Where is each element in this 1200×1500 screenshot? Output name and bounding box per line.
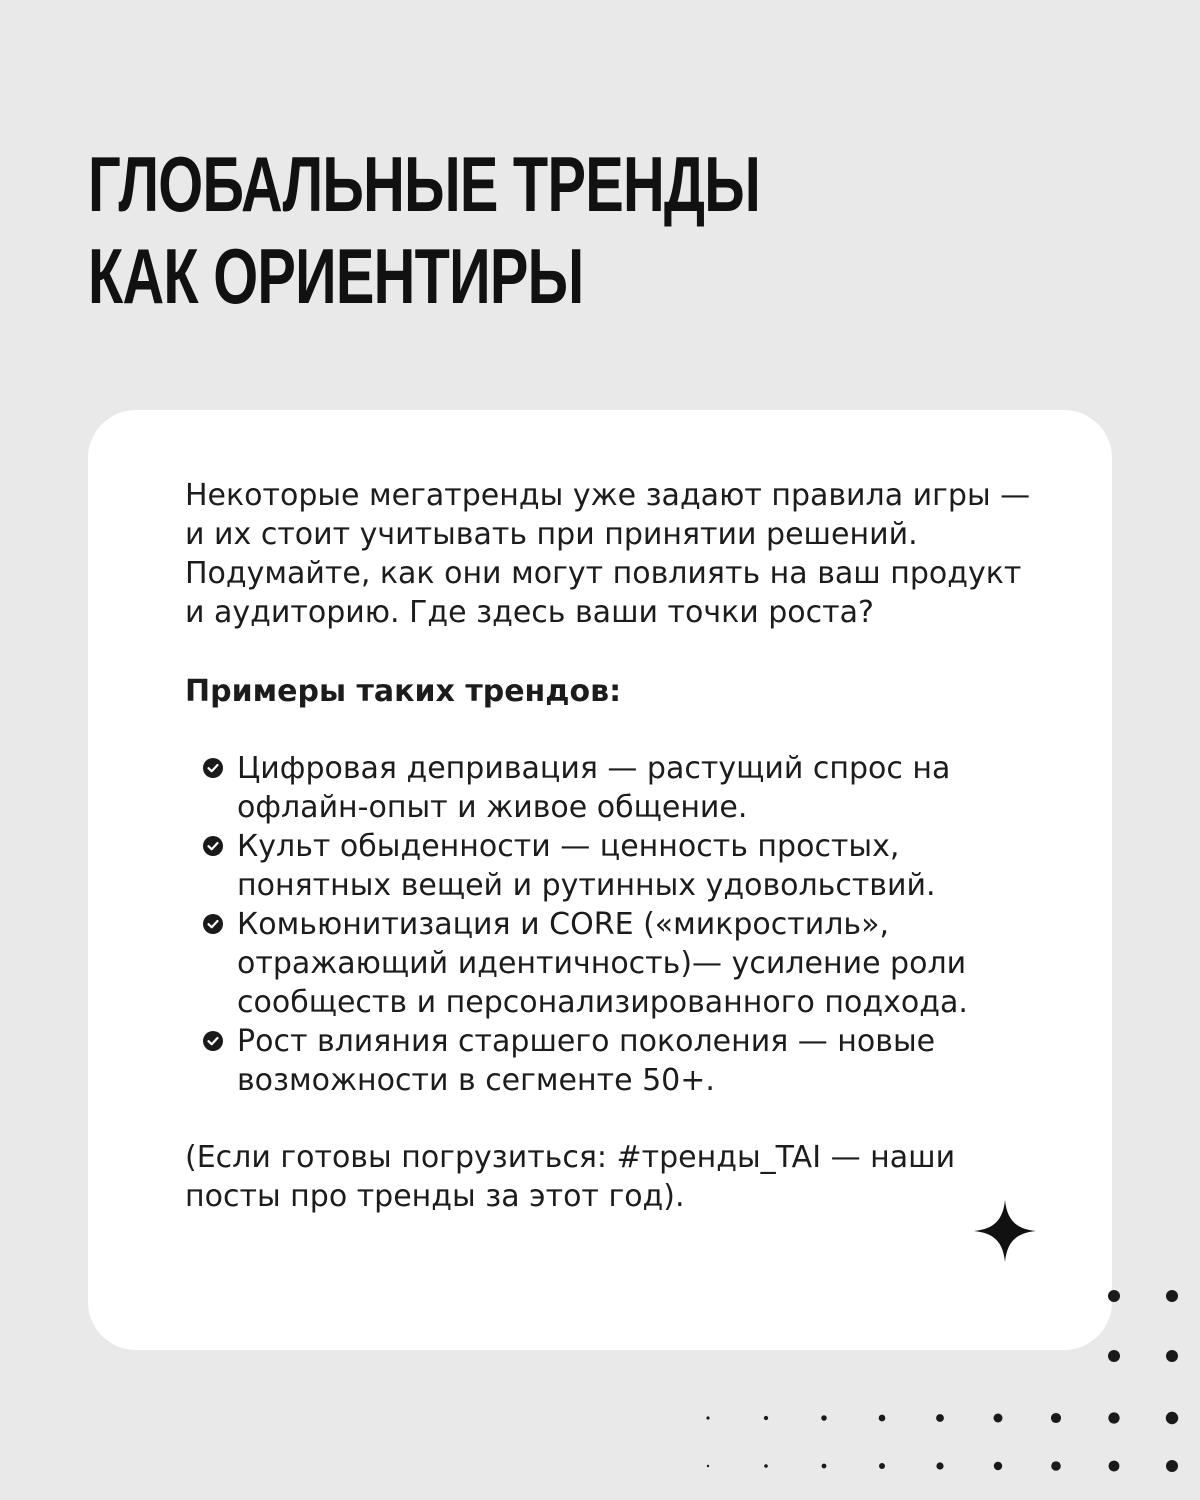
intro-paragraph: Некоторые мегатренды уже задают правила игры — и их стоит учитывать при принятии решений. Подумайте, как они могут повлиять на ваш продукт и аудиторию. Где здесь ваши точки роста? <box>185 478 1031 630</box>
decorative-dot <box>994 1462 1002 1470</box>
check-circle-icon <box>203 914 223 934</box>
page-title-line-1: ГЛОБАЛЬНЫЕ ТРЕНДЫ <box>88 140 761 228</box>
sparkle-icon <box>974 1200 1036 1262</box>
decorative-dot <box>1166 1290 1178 1302</box>
trend-text: Рост влияния старшего поколения — новые возможности в сегменте 50+. <box>237 1024 936 1098</box>
list-item <box>185 905 1045 1022</box>
content-card <box>88 410 1112 1350</box>
decorative-dot <box>707 1465 709 1467</box>
decorative-dot <box>879 1415 886 1422</box>
decorative-dot <box>1051 1413 1061 1423</box>
trend-list <box>185 749 1045 1100</box>
decorative-dot <box>1166 1460 1178 1472</box>
decorative-dot <box>1051 1461 1061 1471</box>
decorative-dot <box>1109 1461 1120 1472</box>
check-circle-icon <box>203 758 223 778</box>
decorative-dot <box>936 1414 944 1422</box>
decorative-dot <box>936 1462 943 1469</box>
footer-note: (Если готовы погрузиться: #тренды_TAI — наши посты про тренды за этот год). <box>185 1140 956 1214</box>
page-title <box>88 138 828 322</box>
decorative-dot <box>822 1464 827 1469</box>
check-circle-icon <box>203 836 223 856</box>
trend-text: Цифровая депривация — растущий спрос на офлайн-опыт и живое общение. <box>237 751 951 825</box>
decorative-dot <box>821 1415 827 1421</box>
list-item <box>185 1022 1045 1100</box>
trend-text: Культ обыденности — ценность простых, понятных вещей и рутинных удовольствий. <box>237 829 936 903</box>
decorative-dot <box>764 1464 768 1468</box>
decorative-dot <box>1108 1350 1120 1362</box>
decorative-dot <box>1108 1412 1119 1423</box>
card-content <box>185 476 1045 1216</box>
decorative-dot <box>764 1416 768 1420</box>
trend-text: Комьюнитизация и CORE («микростиль», отражающий идентичность)— усиление роли сообществ и персонализированного подхода. <box>237 907 968 1020</box>
decorative-dot <box>879 1463 885 1469</box>
page-title-line-2: КАК ОРИЕНТИРЫ <box>88 232 584 320</box>
decorative-dot <box>1166 1350 1178 1362</box>
examples-heading: Примеры таких трендов: <box>185 674 622 709</box>
decorative-dot <box>1166 1412 1178 1424</box>
list-item <box>185 827 1045 905</box>
decorative-dot <box>706 1416 709 1419</box>
decorative-dot <box>994 1414 1003 1423</box>
list-item <box>185 749 1045 827</box>
check-circle-icon <box>203 1031 223 1051</box>
